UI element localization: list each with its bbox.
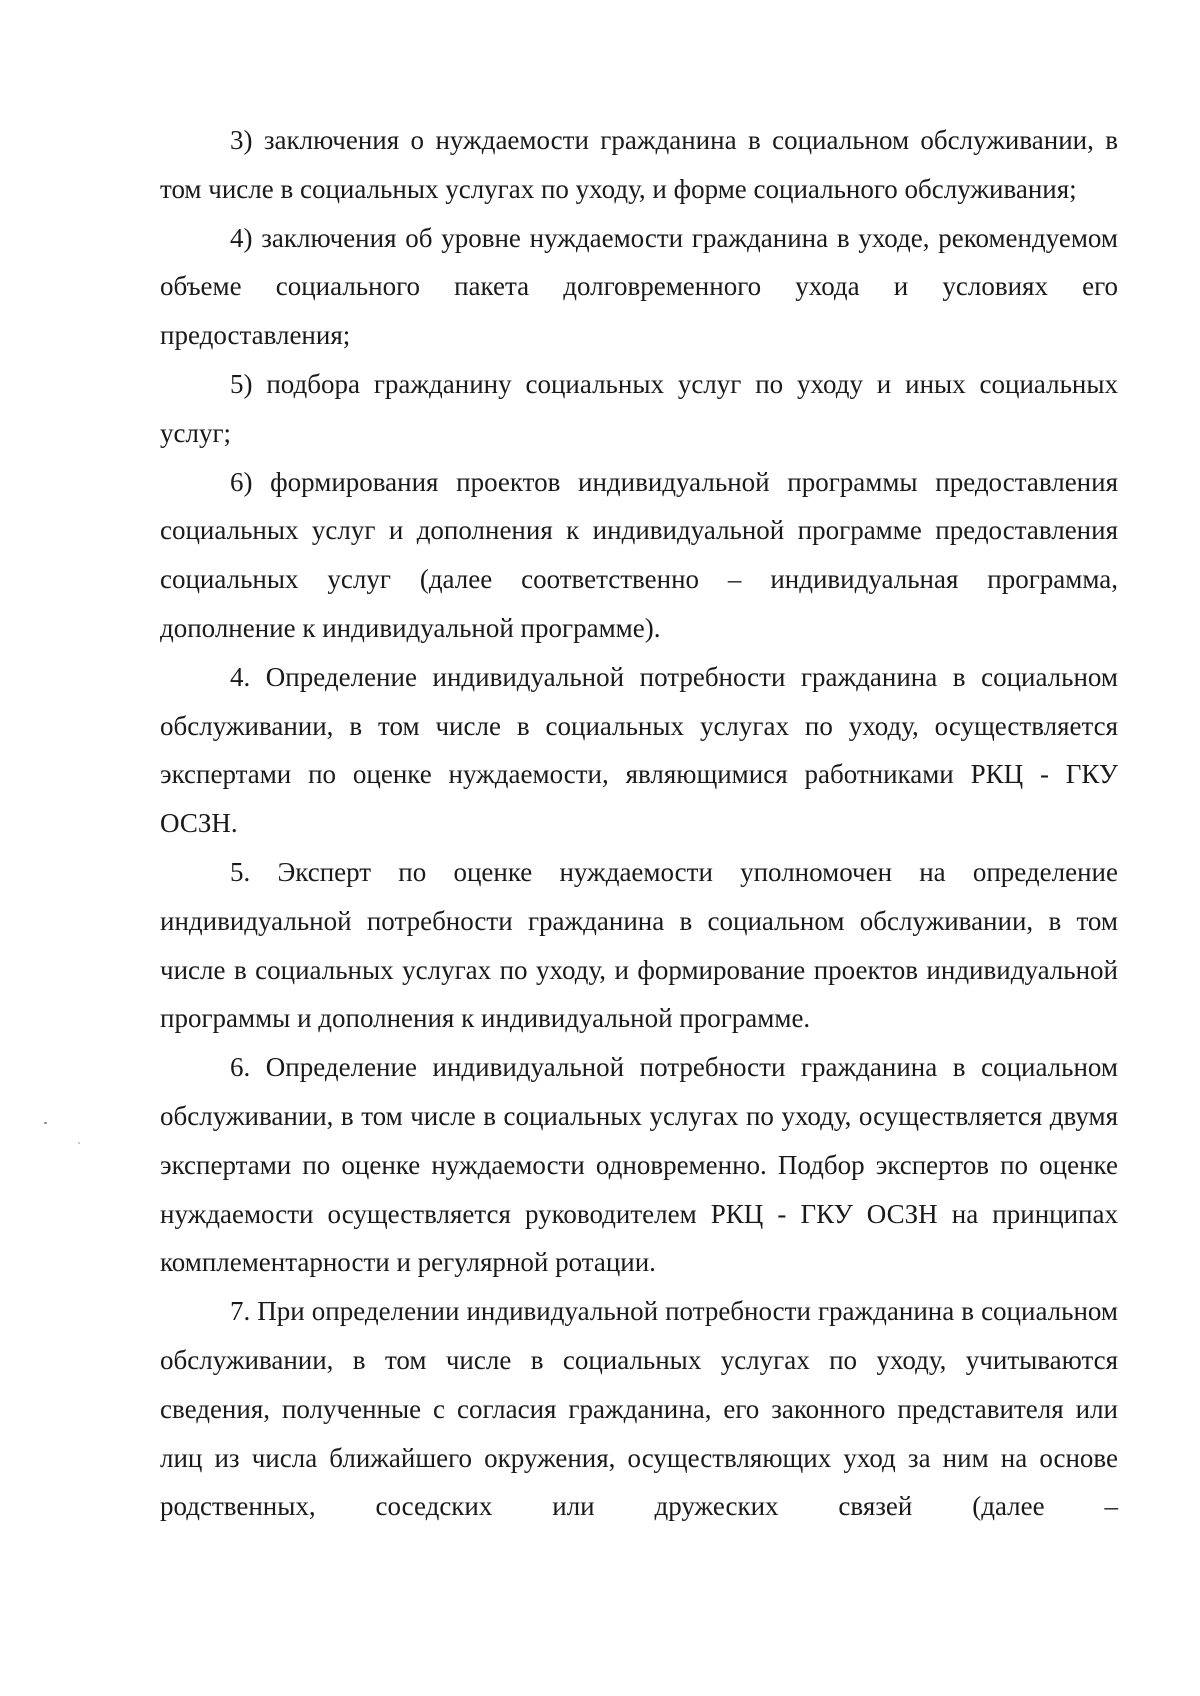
paragraph-item-3: 3) заключения о нуждаемости гражданина в социальном обслуживании, в том числе в социальных услугах по уходу, и форме социального обслуживания;	[160, 125, 1118, 204]
paragraph-clause-7: 7. При определении индивидуальной потребности гражданина в социальном обслуживании, в том числе в социальных услугах по уходу, учитываются сведения, полученные с согласия гражданина, его законного представителя или лиц из числа ближайшего окружения, осуществляющих уход за ним на основе родственных, соседских или дружеских связей (далее –	[160, 1296, 1118, 1522]
paragraph-item-4: 4) заключения об уровне нуждаемости гражданина в уходе, рекомендуемом объеме социального пакета долговременного ухода и условиях его предоставления;	[160, 222, 1118, 351]
scan-speck	[78, 1142, 80, 1144]
paragraph-clause-6: 6. Определение индивидуальной потребности гражданина в социальном обслуживании, в том числе в социальных услугах по уходу, осуществляется двумя экспертами по оценке нуждаемости одновременно. Подбор экспертов по оценке нуждаемости осуществляется руководителем РКЦ - ГКУ ОСЗН на принципах комплементарности и регулярной ротации.	[160, 1052, 1118, 1278]
paragraph-item-5: 5) подбора гражданину социальных услуг по уходу и иных социальных услуг;	[160, 368, 1118, 448]
paragraph-item-6: 6) формирования проектов индивидуальной программы предоставления социальных услуг и дополнения к индивидуальной программе предоставления социальных услуг (далее соответственно – индивидуальная программа, дополнение к индивидуальной программе).	[160, 466, 1118, 643]
paragraph-clause-4: 4. Определение индивидуальной потребности гражданина в социальном обслуживании, в том числе в социальных услугах по уходу, осуществляется экспертами по оценке нуждаемости, являющимися работниками РКЦ - ГКУ ОСЗН.	[160, 661, 1118, 839]
paragraph-clause-5: 5. Эксперт по оценке нуждаемости уполномочен на определение индивидуальной потребности гражданина в социальном обслуживании, в том числе в социальных услугах по уходу, и формирование проектов индивидуальной программы и дополнения к индивидуальной программе.	[160, 856, 1118, 1034]
scan-speck	[44, 1122, 47, 1124]
document-body	[160, 116, 1118, 1531]
